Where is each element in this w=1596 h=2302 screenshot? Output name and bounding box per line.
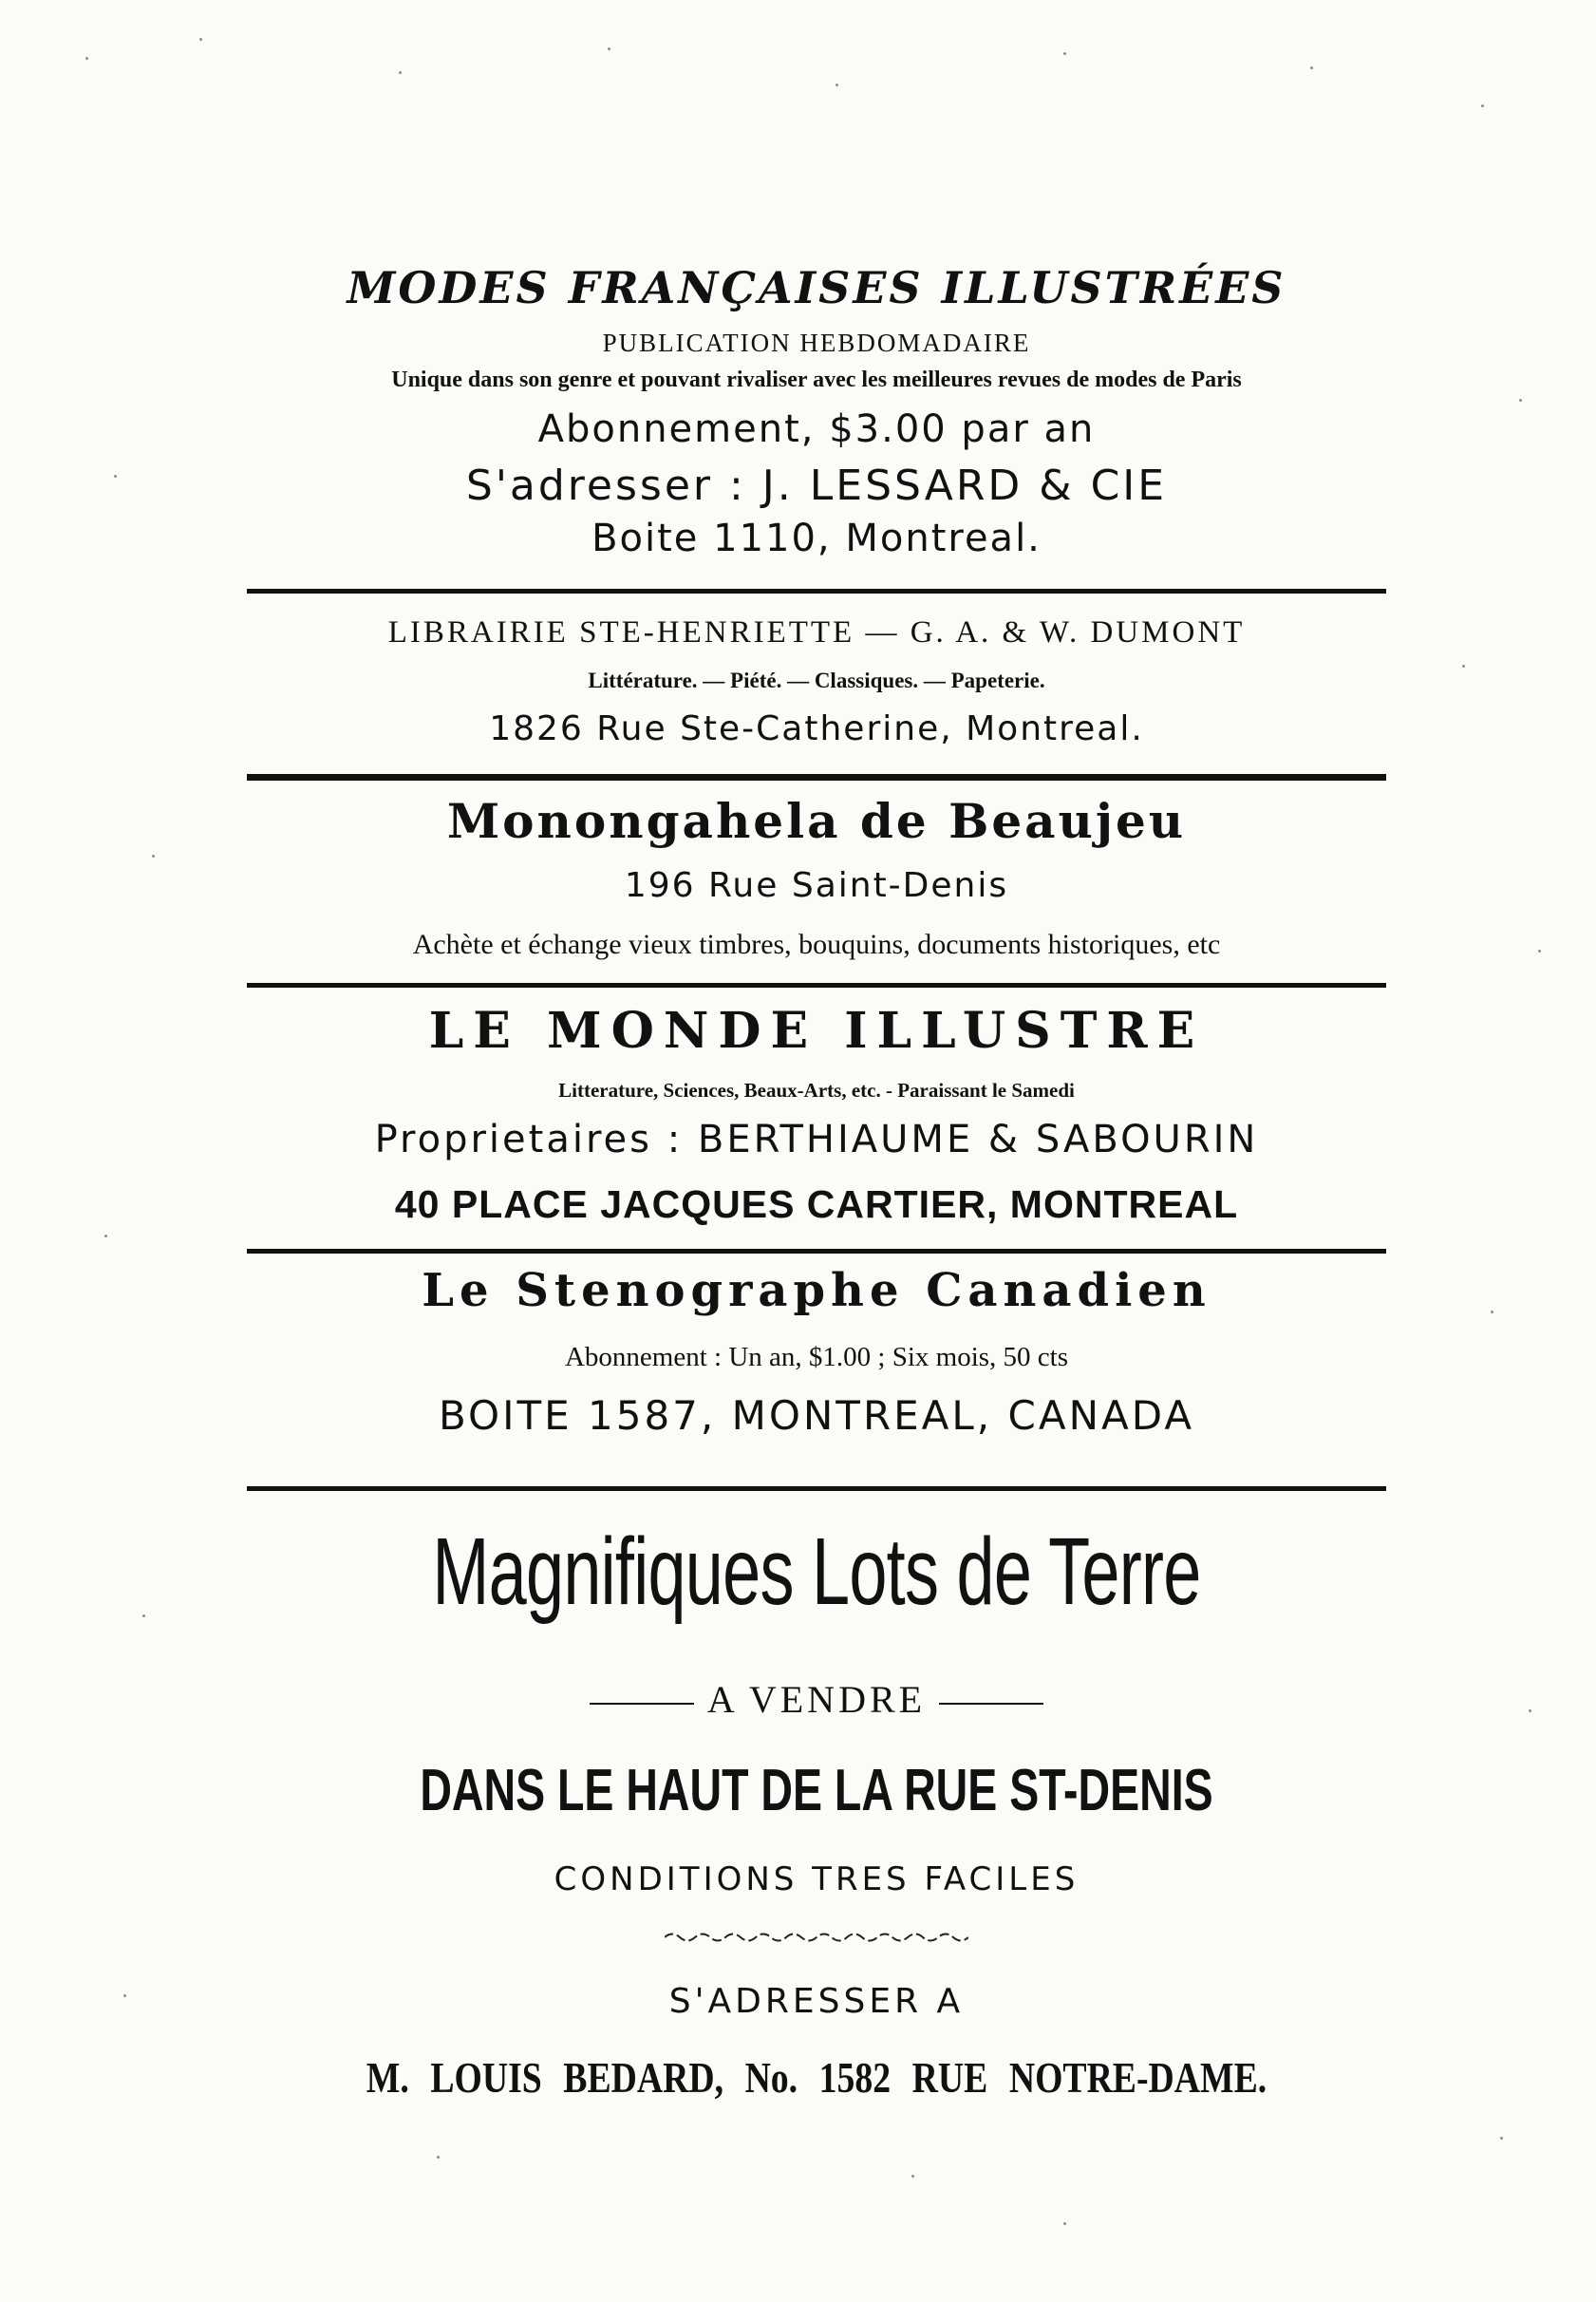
modes-subtitle: PUBLICATION HEBDOMADAIRE [602,329,1031,357]
divider-rule [247,983,1386,988]
steno-title: Le Stenographe Canadien [422,1264,1211,1317]
divider-rule [247,1486,1386,1491]
modes-subscription: Abonnement, $3.00 par an [537,407,1096,451]
dash-ornament [939,1703,1043,1705]
monongahela-address: 196 Rue Saint-Denis [624,866,1009,905]
modes-box: Boite 1110, Montreal. [591,517,1042,560]
modes-description: Unique dans son genre et pouvant rivaliser avec les meilleures revues de modes de Paris [391,368,1242,392]
squiggle-ornament [665,1931,968,1944]
dash-ornament [590,1703,694,1705]
lots-contact: M. LOUIS BEDARD, No. 1582 RUE NOTRE-DAME. [366,2053,1267,2102]
divider-rule [247,1249,1386,1254]
steno-subscription: Abonnement : Un an, $1.00 ; Six mois, 50 cts [564,1342,1069,1372]
monongahela-description: Achète et échange vieux timbres, bouquins, documents historiques, etc [412,929,1221,960]
modes-title: MODES FRANÇAISES ILLUSTRÉES [347,262,1286,313]
divider-rule [247,589,1386,594]
monde-address: 40 PLACE JACQUES CARTIER, MONTREAL [394,1182,1239,1226]
steno-address: BOITE 1587, MONTREAL, CANADA [438,1392,1195,1439]
lots-for-sale-label: A VENDRE [706,1678,927,1721]
lots-for-sale [237,1678,1396,1721]
lots-location: DANS LE HAUT DE LA RUE ST-DENIS [420,1758,1213,1823]
librairie-subtitle: Littérature. — Piété. — Classiques. — Papeterie. [588,669,1045,692]
lots-conditions: CONDITIONS TRES FACILES [554,1860,1080,1898]
monongahela-title: Monongahela de Beaujeu [446,793,1187,849]
monde-title: LE MONDE ILLUSTRE [428,1002,1205,1060]
lots-contact-label: S'ADRESSER A [668,1982,965,2021]
librairie-title: LIBRAIRIE STE-HENRIETTE — G. A. & W. DUMONT [387,615,1246,650]
monde-owners: Proprietaires : BERTHIAUME & SABOURIN [374,1118,1259,1161]
divider-rule [247,774,1386,781]
modes-contact: S'adresser : J. LESSARD & CIE [465,462,1168,510]
monde-subtitle: Litterature, Sciences, Beaux-Arts, etc. - Paraissant le Samedi [558,1079,1075,1102]
lots-title: Magnifiques Lots de Terre [432,1519,1201,1625]
librairie-address: 1826 Rue Ste-Catherine, Montreal. [489,709,1144,748]
